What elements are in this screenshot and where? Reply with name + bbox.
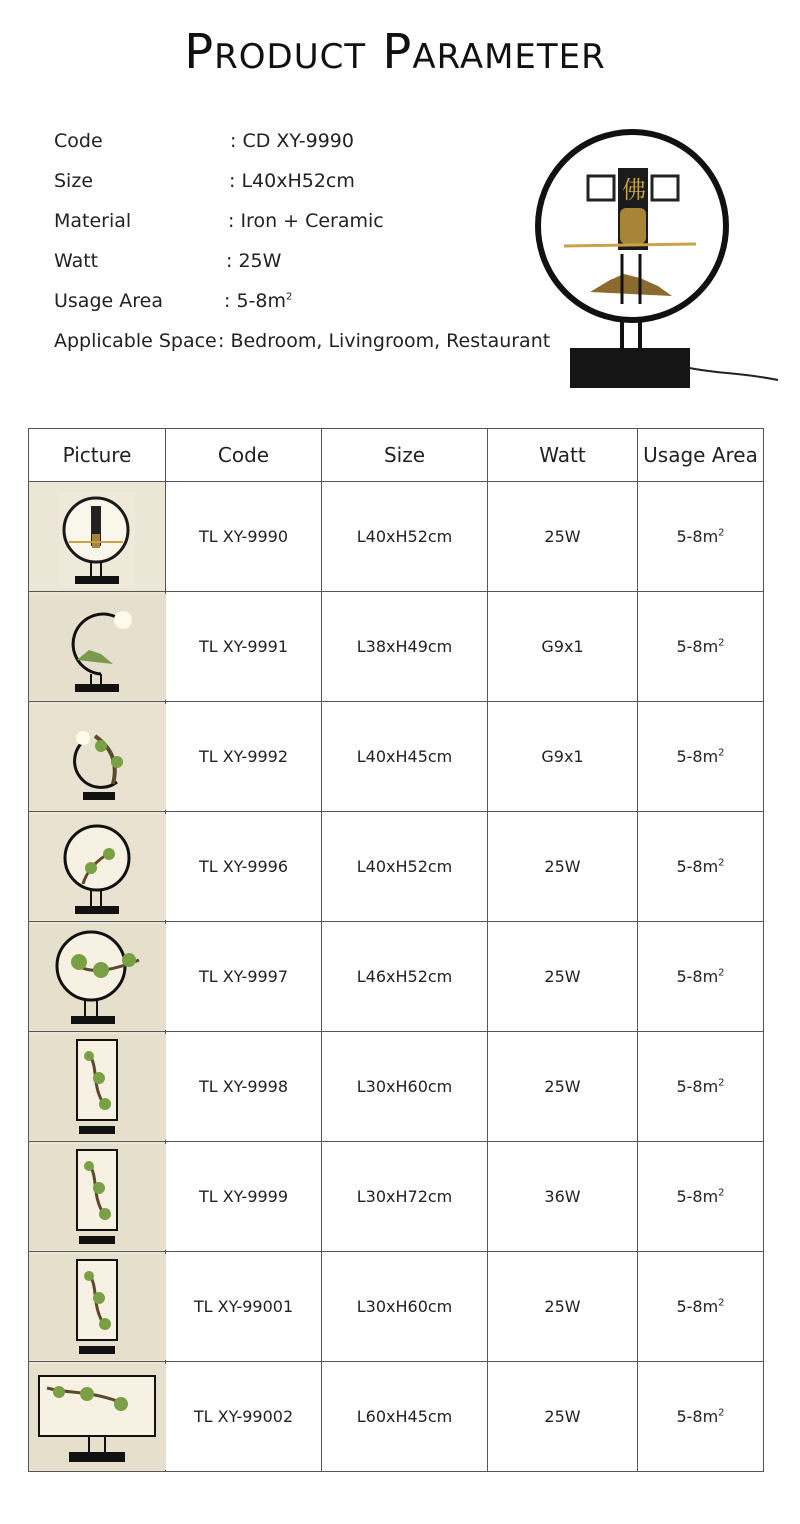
usage-area-cell [638,702,764,812]
column-header-code: Code [166,429,322,482]
product-thumbnail-image [29,1254,166,1360]
column-header-picture: Picture [29,429,166,482]
superscript: 2 [718,1187,725,1199]
usage-area-cell [638,1032,764,1142]
product-picture-cell [29,1362,166,1472]
watt-cell: 25W [488,482,638,592]
usage-area-text: 5-8m [676,967,719,986]
watt-cell: 25W [488,1032,638,1142]
size-cell: L46xH52cm [322,922,488,1032]
product-thumbnail-image [29,484,166,590]
superscript: 2 [718,1297,725,1309]
usage-area-text: 5-8m [676,637,719,656]
usage-area-text: 5-8m [676,1297,719,1316]
watt-cell: 25W [488,812,638,922]
usage-area-text: 5-8m [676,747,719,766]
superscript: 2 [718,1407,725,1419]
param-value [224,284,292,318]
param-label: Usage Area [54,290,163,312]
table-row [29,592,764,702]
code-cell: TL XY-9997 [166,922,322,1032]
product-hero-image [528,128,788,392]
table-row [29,1362,764,1472]
table-header-row [29,429,764,482]
column-header-usage-area: Usage Area [638,429,764,482]
watt-cell: 25W [488,922,638,1032]
watt-cell: 36W [488,1142,638,1252]
param-value: : L40xH52cm [229,170,355,192]
superscript: 2 [718,967,725,979]
watt-cell: G9x1 [488,592,638,702]
param-value: : Iron + Ceramic [228,210,384,232]
code-cell: TL XY-9996 [166,812,322,922]
param-label: Material [54,210,132,232]
product-picture-cell [29,1142,166,1252]
usage-area-cell [638,812,764,922]
watt-cell: 25W [488,1362,638,1472]
table-row [29,482,764,592]
size-cell: L30xH60cm [322,1032,488,1142]
usage-area-cell [638,1142,764,1252]
table-row [29,1032,764,1142]
watt-cell: 25W [488,1252,638,1362]
product-picture-cell [29,812,166,922]
superscript: 2 [718,857,725,869]
superscript: 2 [718,747,725,759]
usage-area-cell [638,1252,764,1362]
usage-area-text: 5-8m [676,857,719,876]
size-cell: L30xH60cm [322,1252,488,1362]
usage-area-text: 5-8m [676,1187,719,1206]
code-cell: TL XY-9999 [166,1142,322,1252]
product-picture-cell [29,482,166,592]
usage-area-text: 5-8m [676,1077,719,1096]
param-label: Code [54,130,103,152]
svg-text:佛: 佛 [622,176,646,204]
table-row [29,922,764,1032]
usage-area-cell [638,922,764,1032]
page-title: Product Parameter [184,24,606,80]
column-header-size: Size [322,429,488,482]
superscript: 2 [718,1077,725,1089]
superscript: 2 [285,291,293,303]
product-thumbnail-image [29,704,166,810]
code-cell: TL XY-9998 [166,1032,322,1142]
product-thumbnail-image [29,1034,166,1140]
table-row [29,1252,764,1362]
column-header-watt: Watt [488,429,638,482]
param-label: Size [54,170,94,192]
param-value-text: : 5-8m [224,290,286,312]
code-cell: TL XY-9992 [166,702,322,812]
product-picture-cell [29,1252,166,1362]
size-cell: L40xH45cm [322,702,488,812]
superscript: 2 [718,637,725,649]
usage-area-text: 5-8m [676,527,719,546]
size-cell: L30xH72cm [322,1142,488,1252]
param-value: : CD XY-9990 [230,130,354,152]
size-cell: L40xH52cm [322,812,488,922]
code-cell: TL XY-9990 [166,482,322,592]
table-row [29,702,764,812]
usage-area-cell [638,482,764,592]
usage-area-text: 5-8m [676,1407,719,1426]
table-row [29,1142,764,1252]
product-spec-table [28,428,764,1472]
product-thumbnail-image [29,1144,166,1250]
product-thumbnail-image [29,924,166,1030]
param-value: : Bedroom, Livingroom, Restaurant [218,330,551,352]
param-label: Applicable Space [54,330,217,352]
product-picture-cell [29,922,166,1032]
superscript: 2 [718,527,725,539]
size-cell: L60xH45cm [322,1362,488,1472]
code-cell: TL XY-9991 [166,592,322,702]
product-thumbnail-image [29,1364,166,1470]
usage-area-cell [638,592,764,702]
size-cell: L38xH49cm [322,592,488,702]
code-cell: TL XY-99002 [166,1362,322,1472]
product-picture-cell [29,1032,166,1142]
product-thumbnail-image [29,594,166,700]
usage-area-cell [638,1362,764,1472]
param-value: : 25W [226,250,282,272]
size-cell: L40xH52cm [322,482,488,592]
code-cell: TL XY-99001 [166,1252,322,1362]
product-thumbnail-image [29,814,166,920]
param-label: Watt [54,250,99,272]
watt-cell: G9x1 [488,702,638,812]
product-picture-cell [29,592,166,702]
table-row [29,812,764,922]
product-picture-cell [29,702,166,812]
